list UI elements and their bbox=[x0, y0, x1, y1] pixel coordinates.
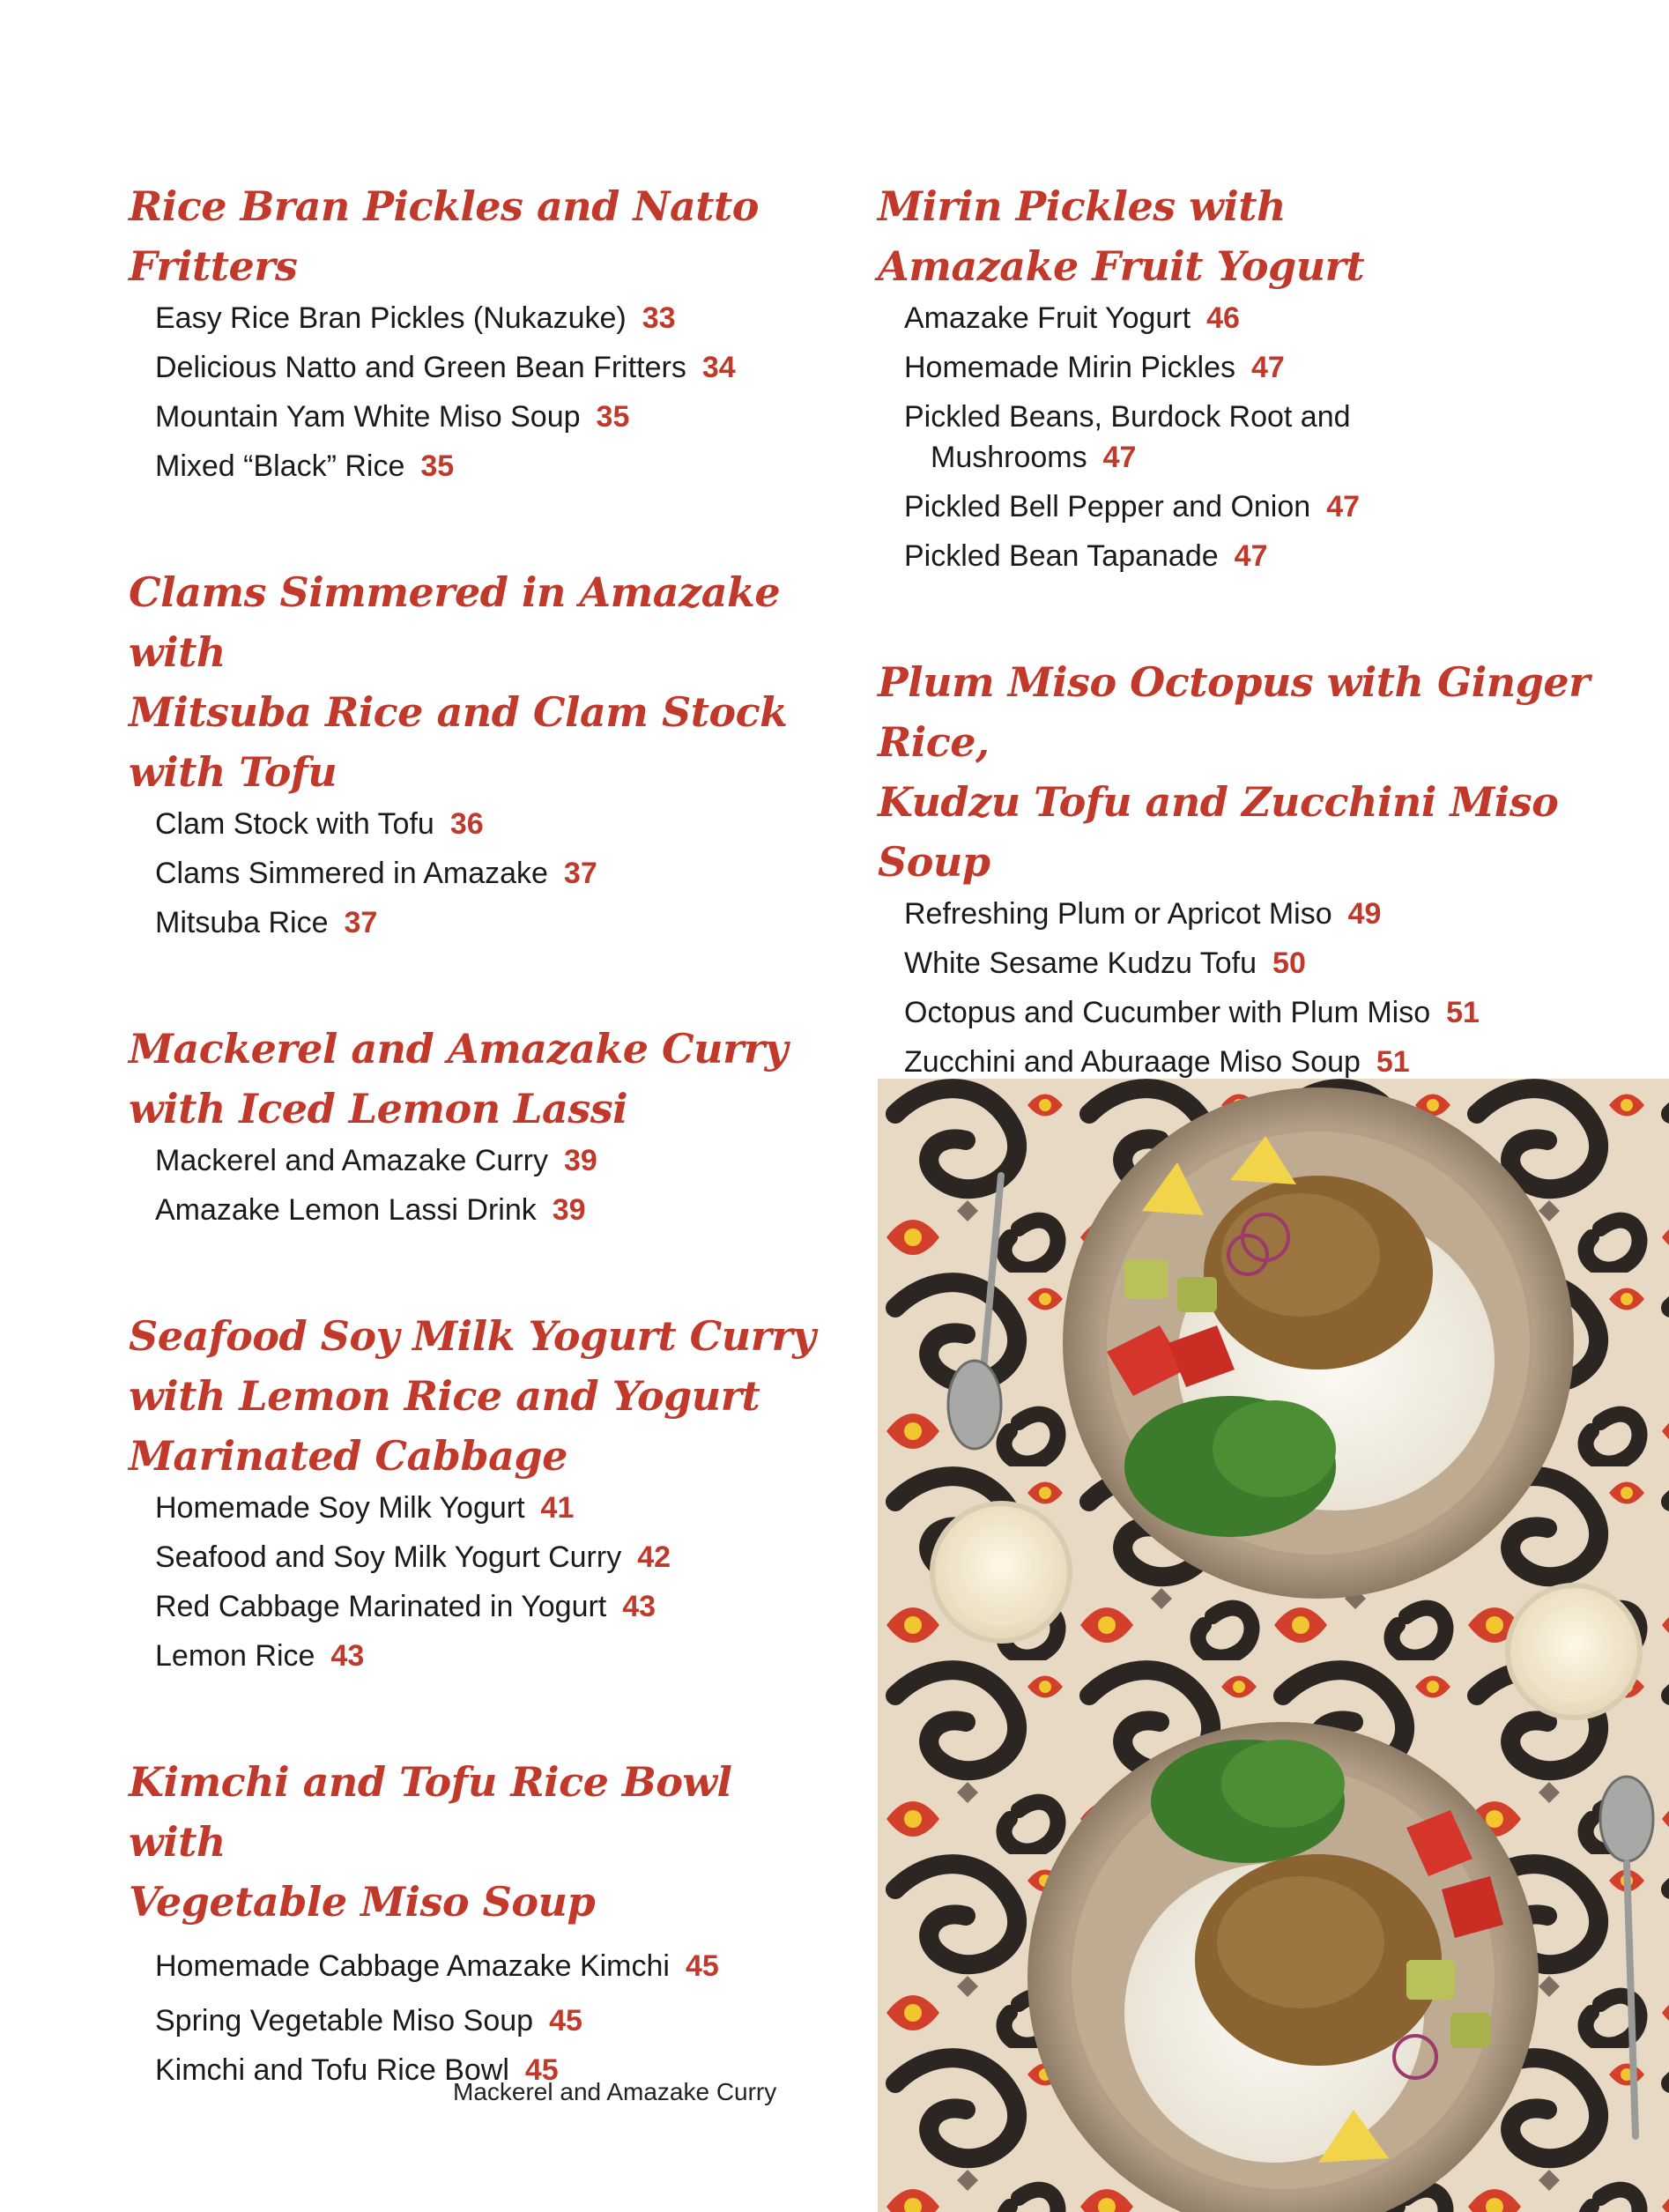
heading-line: Amazake Fruit Yogurt bbox=[878, 242, 1365, 290]
entry-title: Seafood and Soy Milk Yogurt Curry bbox=[155, 1540, 622, 1574]
entry-page: 50 bbox=[1272, 946, 1306, 980]
entry-page: 45 bbox=[549, 2004, 582, 2038]
heading-line: Vegetable Miso Soup bbox=[129, 1878, 596, 1926]
entry-page: 37 bbox=[563, 857, 597, 890]
entry-page: 49 bbox=[1347, 897, 1382, 931]
toc-entry[interactable] bbox=[904, 486, 1636, 527]
heading-line: Kudzu Tofu and Zucchini Miso Soup bbox=[878, 778, 1559, 886]
entry-page: 33 bbox=[642, 301, 676, 335]
toc-entry[interactable] bbox=[904, 1042, 1636, 1082]
entry-page: 35 bbox=[596, 400, 630, 434]
toc-entry[interactable] bbox=[904, 298, 1636, 338]
entry-title: Red Cabbage Marinated in Yogurt bbox=[155, 1590, 607, 1623]
toc-section bbox=[878, 652, 1636, 1132]
entry-page: 45 bbox=[685, 1949, 719, 1983]
toc-section bbox=[129, 562, 834, 943]
entry-title: Mitsuba Rice bbox=[155, 906, 329, 939]
entry-page: 46 bbox=[1206, 301, 1240, 335]
toc-entry[interactable] bbox=[904, 992, 1636, 1033]
entry-title: Octopus and Cucumber with Plum Miso bbox=[904, 996, 1431, 1029]
toc-section bbox=[129, 1019, 834, 1230]
entry-page: 37 bbox=[344, 906, 378, 939]
entry-page: 47 bbox=[1102, 441, 1137, 474]
toc-entry[interactable] bbox=[155, 347, 834, 388]
entry-page: 51 bbox=[1446, 996, 1480, 1029]
toc-entry[interactable] bbox=[904, 943, 1636, 984]
toc-section bbox=[129, 1752, 834, 2090]
toc-entry[interactable] bbox=[904, 894, 1636, 934]
entry-page: 47 bbox=[1251, 351, 1285, 384]
toc-entry[interactable] bbox=[904, 347, 1636, 388]
toc-entry[interactable] bbox=[155, 1636, 834, 1676]
section-heading bbox=[129, 176, 834, 296]
entry-title: Mountain Yam White Miso Soup bbox=[155, 400, 581, 434]
heading-line: with Iced Lemon Lassi bbox=[129, 1085, 628, 1132]
entry-title: Kimchi and Tofu Rice Bowl bbox=[155, 2053, 509, 2087]
entry-title: Mackerel and Amazake Curry bbox=[155, 1144, 548, 1177]
entry-page: 43 bbox=[330, 1639, 365, 1673]
photo-caption: Mackerel and Amazake Curry bbox=[453, 2078, 777, 2105]
entry-title-line2: Mushrooms bbox=[931, 441, 1087, 474]
food-photo-illustration bbox=[878, 1079, 1669, 2212]
toc-entry[interactable] bbox=[904, 397, 1636, 478]
heading-line: Clams Simmered in Amazake with bbox=[129, 568, 781, 676]
entry-title: Homemade Mirin Pickles bbox=[904, 351, 1235, 384]
toc-entry[interactable] bbox=[155, 1488, 834, 1528]
heading-line: Mackerel and Amazake Curry bbox=[129, 1025, 788, 1073]
entry-title: Amazake Fruit Yogurt bbox=[904, 301, 1191, 335]
toc-entry[interactable] bbox=[155, 298, 834, 338]
entry-page: 41 bbox=[540, 1491, 575, 1525]
entry-title: Easy Rice Bran Pickles (Nukazuke) bbox=[155, 301, 627, 335]
section-heading bbox=[878, 176, 1636, 296]
entry-title: Lemon Rice bbox=[155, 1639, 315, 1673]
entry-page: 42 bbox=[637, 1540, 671, 1574]
toc-entry[interactable] bbox=[155, 1190, 834, 1230]
entry-title-continued bbox=[904, 437, 1636, 478]
entry-title: Pickled Beans, Burdock Root and bbox=[904, 400, 1351, 434]
entry-title: Zucchini and Aburaage Miso Soup bbox=[904, 1045, 1361, 1079]
toc-entry[interactable] bbox=[155, 1586, 834, 1627]
entry-page: 39 bbox=[552, 1193, 586, 1227]
entry-title: Pickled Bean Tapanade bbox=[904, 539, 1219, 573]
entry-page: 43 bbox=[622, 1590, 656, 1623]
toc-entry[interactable] bbox=[155, 902, 834, 943]
toc-entry[interactable] bbox=[155, 853, 834, 894]
section-heading bbox=[129, 1752, 834, 1932]
heading-line: Seafood Soy Milk Yogurt Curry bbox=[129, 1312, 816, 1360]
entry-page: 45 bbox=[524, 2053, 559, 2087]
toc-right-column bbox=[878, 176, 1636, 1207]
heading-line: Kimchi and Tofu Rice Bowl with bbox=[129, 1758, 732, 1866]
toc-entry[interactable] bbox=[155, 1537, 834, 1577]
entry-page: 51 bbox=[1376, 1045, 1410, 1079]
entry-title: Homemade Cabbage Amazake Kimchi bbox=[155, 1949, 670, 1983]
entry-page: 47 bbox=[1234, 539, 1268, 573]
entry-title: Pickled Bell Pepper and Onion bbox=[904, 490, 1311, 523]
heading-line: with Lemon Rice and Yogurt bbox=[129, 1372, 760, 1420]
toc-section bbox=[129, 176, 834, 486]
entry-title: Clam Stock with Tofu bbox=[155, 807, 434, 841]
heading-line: Marinated Cabbage bbox=[129, 1432, 567, 1480]
entry-page: 36 bbox=[449, 807, 484, 841]
heading-line: Mitsuba Rice and Clam Stock with Tofu bbox=[129, 688, 788, 796]
toc-left-column bbox=[129, 176, 834, 2166]
entry-title: Spring Vegetable Miso Soup bbox=[155, 2004, 534, 2038]
toc-entry[interactable] bbox=[155, 1946, 834, 1986]
section-heading bbox=[878, 652, 1636, 892]
heading-line: Rice Bran Pickles and Natto Fritters bbox=[129, 182, 759, 290]
entry-title: Delicious Natto and Green Bean Fritters bbox=[155, 351, 686, 384]
toc-entry[interactable] bbox=[155, 2000, 834, 2041]
entry-title: Clams Simmered in Amazake bbox=[155, 857, 548, 890]
toc-entry[interactable] bbox=[155, 1140, 834, 1181]
toc-entry[interactable] bbox=[904, 536, 1636, 576]
heading-line: Mirin Pickles with bbox=[878, 182, 1286, 230]
entry-page: 34 bbox=[701, 351, 736, 384]
toc-section bbox=[878, 176, 1636, 576]
food-photo bbox=[878, 1079, 1669, 2212]
section-heading bbox=[129, 562, 834, 802]
entry-page: 47 bbox=[1326, 490, 1361, 523]
section-heading bbox=[129, 1306, 834, 1486]
entry-title: White Sesame Kudzu Tofu bbox=[904, 946, 1257, 980]
entry-title: Mixed “Black” Rice bbox=[155, 449, 405, 483]
entry-page: 39 bbox=[563, 1144, 597, 1177]
entry-title: Refreshing Plum or Apricot Miso bbox=[904, 897, 1332, 931]
entry-title: Amazake Lemon Lassi Drink bbox=[155, 1193, 537, 1227]
section-heading bbox=[129, 1019, 834, 1139]
toc-entry[interactable] bbox=[155, 397, 834, 437]
entry-title: Homemade Soy Milk Yogurt bbox=[155, 1491, 525, 1525]
toc-entry[interactable] bbox=[155, 804, 834, 844]
toc-entry[interactable] bbox=[155, 446, 834, 486]
toc-section bbox=[129, 1306, 834, 1676]
heading-line: Plum Miso Octopus with Ginger Rice, bbox=[878, 658, 1590, 766]
entry-page: 35 bbox=[420, 449, 455, 483]
